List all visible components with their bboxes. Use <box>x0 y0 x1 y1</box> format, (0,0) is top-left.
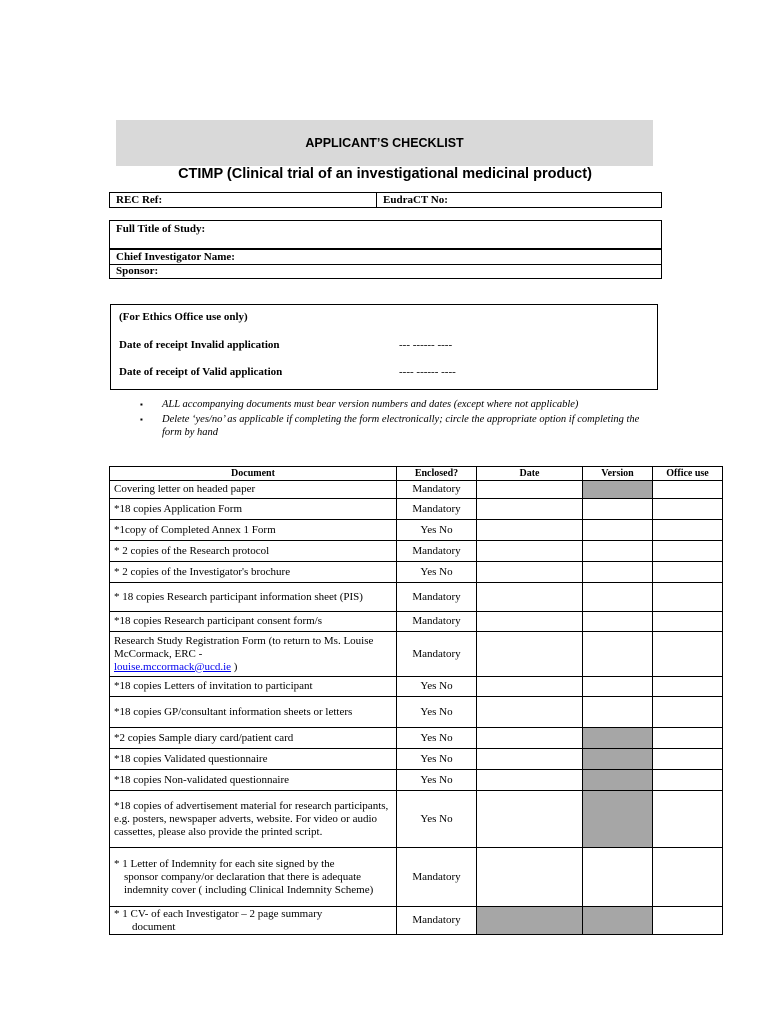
office-use-cell <box>653 481 723 499</box>
enclosed-cell[interactable]: Yes No <box>397 677 477 697</box>
document-cell <box>110 907 397 935</box>
date-cell[interactable] <box>477 520 583 541</box>
document-cell: *18 copies Research participant consent form/s <box>110 612 397 632</box>
office-use-cell <box>653 520 723 541</box>
office-use-cell <box>653 697 723 728</box>
enclosed-cell[interactable]: Yes No <box>397 791 477 848</box>
version-cell <box>583 907 653 935</box>
date-cell[interactable] <box>477 791 583 848</box>
document-cell: Covering letter on headed paper <box>110 481 397 499</box>
version-cell[interactable] <box>583 632 653 677</box>
instruction-bullets <box>140 398 640 441</box>
instruction-text: ALL accompanying documents must bear version numbers and dates (except where not applicable) <box>162 399 579 410</box>
table-row <box>110 848 723 907</box>
version-cell[interactable] <box>583 848 653 907</box>
document-cell: *18 copies Non-validated questionnaire <box>110 770 397 791</box>
document-text-tail: ) <box>231 660 238 673</box>
office-use-cell <box>653 541 723 562</box>
office-use-cell <box>653 562 723 583</box>
table-row <box>110 728 723 749</box>
office-use-cell <box>653 499 723 520</box>
erc-email-link[interactable]: louise.mccormack@ucd.ie <box>114 660 232 673</box>
invalid-receipt-label: Date of receipt Invalid application <box>119 339 280 351</box>
rec-ref-label: REC Ref: <box>116 194 163 206</box>
version-cell[interactable] <box>583 697 653 728</box>
office-use-cell <box>653 728 723 749</box>
enclosed-cell[interactable]: Mandatory <box>397 499 477 520</box>
document-cell <box>110 632 397 677</box>
date-cell[interactable] <box>477 612 583 632</box>
sponsor-label: Sponsor: <box>116 265 159 277</box>
document-text: Research Study Registration Form (to return to Ms. Louise McCormack, ERC - <box>114 634 374 660</box>
date-cell[interactable] <box>477 728 583 749</box>
document-cell: *18 copies Application Form <box>110 499 397 520</box>
enclosed-cell[interactable]: Mandatory <box>397 848 477 907</box>
document-text: * 1 CV- of each Investigator – 2 page summary <box>114 907 323 920</box>
document-cell: *2 copies Sample diary card/patient card <box>110 728 397 749</box>
date-cell[interactable] <box>477 697 583 728</box>
office-use-cell <box>653 848 723 907</box>
table-row <box>110 791 723 848</box>
enclosed-cell[interactable]: Mandatory <box>397 541 477 562</box>
document-cell: * 18 copies Research participant information sheet (PIS) <box>110 583 397 612</box>
sponsor-box <box>109 264 662 279</box>
table-row <box>110 612 723 632</box>
enclosed-cell[interactable]: Yes No <box>397 520 477 541</box>
date-cell[interactable] <box>477 848 583 907</box>
header-date: Date <box>477 467 583 481</box>
checklist-title: APPLICANT’S CHECKLIST <box>305 136 464 150</box>
header-office-use: Office use <box>653 467 723 481</box>
document-cell: * 2 copies of the Research protocol <box>110 541 397 562</box>
table-row <box>110 770 723 791</box>
office-use-cell <box>653 907 723 935</box>
bullet-square-icon: ▪ <box>140 414 143 424</box>
table-row <box>110 481 723 499</box>
valid-receipt-value: ---- ------ ---- <box>399 366 456 378</box>
date-cell[interactable] <box>477 583 583 612</box>
table-row <box>110 907 723 935</box>
table-row <box>110 632 723 677</box>
version-cell <box>583 749 653 770</box>
office-use-cell <box>653 632 723 677</box>
table-row <box>110 749 723 770</box>
instruction-bullet <box>140 398 640 412</box>
chief-investigator-box <box>109 249 662 265</box>
office-use-cell <box>653 770 723 791</box>
table-row <box>110 520 723 541</box>
version-cell[interactable] <box>583 583 653 612</box>
document-cell <box>110 848 397 907</box>
document-cell: *18 copies Validated questionnaire <box>110 749 397 770</box>
bullet-square-icon: ▪ <box>140 400 143 409</box>
checklist-subtitle: CTIMP (Clinical trial of an investigational medicinal product) <box>178 166 592 182</box>
version-cell[interactable] <box>583 520 653 541</box>
header-enclosed: Enclosed? <box>397 467 477 481</box>
full-title-label: Full Title of Study: <box>116 223 206 235</box>
date-cell[interactable] <box>477 499 583 520</box>
date-cell <box>477 907 583 935</box>
office-use-cell <box>653 677 723 697</box>
checklist-title-banner <box>116 120 653 166</box>
office-use-cell <box>653 791 723 848</box>
chief-investigator-label: Chief Investigator Name: <box>116 251 235 263</box>
valid-receipt-label: Date of receipt of Valid application <box>119 366 283 378</box>
date-cell[interactable] <box>477 541 583 562</box>
enclosed-cell[interactable]: Mandatory <box>397 632 477 677</box>
document-cell: *18 copies GP/consultant information sheets or letters <box>110 697 397 728</box>
version-cell <box>583 728 653 749</box>
enclosed-cell[interactable]: Yes No <box>397 562 477 583</box>
eudract-label: EudraCT No: <box>383 194 448 206</box>
instruction-bullet <box>140 413 640 440</box>
table-row <box>110 499 723 520</box>
date-cell[interactable] <box>477 770 583 791</box>
office-use-cell <box>653 583 723 612</box>
header-version: Version <box>583 467 653 481</box>
checklist-table <box>109 466 723 935</box>
document-cell: *1copy of Completed Annex 1 Form <box>110 520 397 541</box>
rec-ref-divider <box>376 193 377 207</box>
version-cell[interactable] <box>583 612 653 632</box>
enclosed-cell[interactable]: Mandatory <box>397 583 477 612</box>
table-row <box>110 583 723 612</box>
table-header-row <box>110 467 723 481</box>
date-cell[interactable] <box>477 677 583 697</box>
date-cell[interactable] <box>477 562 583 583</box>
version-cell <box>583 791 653 848</box>
enclosed-cell[interactable]: Yes No <box>397 749 477 770</box>
version-cell[interactable] <box>583 499 653 520</box>
document-text: * 1 Letter of Indemnity for each site signed by the <box>114 857 335 870</box>
ethics-office-box <box>110 304 658 390</box>
table-row <box>110 562 723 583</box>
date-cell[interactable] <box>477 632 583 677</box>
version-cell[interactable] <box>583 677 653 697</box>
document-cell: *18 copies Letters of invitation to participant <box>110 677 397 697</box>
invalid-receipt-value: --- ------ ---- <box>399 339 453 351</box>
header-document: Document <box>110 467 397 481</box>
version-cell[interactable] <box>583 541 653 562</box>
enclosed-cell[interactable]: Yes No <box>397 728 477 749</box>
date-cell[interactable] <box>477 749 583 770</box>
document-text-continued: sponsor company/or declaration that there is adequate indemnity cover ( including Clinical Indemnity Scheme) <box>124 870 374 896</box>
table-row <box>110 697 723 728</box>
instruction-text: Delete ‘yes/no’ as applicable if completing the form electronically; circle the appropriate option if completing the form by hand <box>162 413 640 438</box>
enclosed-cell[interactable]: Mandatory <box>397 612 477 632</box>
version-cell <box>583 481 653 499</box>
enclosed-cell[interactable]: Mandatory <box>397 907 477 935</box>
office-use-cell <box>653 749 723 770</box>
table-row <box>110 541 723 562</box>
rec-ref-row <box>109 192 662 208</box>
enclosed-cell[interactable]: Yes No <box>397 770 477 791</box>
office-use-cell <box>653 612 723 632</box>
document-cell: * 2 copies of the Investigator's brochure <box>110 562 397 583</box>
document-text-continued: document <box>132 920 176 933</box>
ethics-heading: (For Ethics Office use only) <box>119 311 248 323</box>
document-cell: *18 copies of advertisement material for research participants, e.g. posters, newspaper adverts, website. For video or audio cassettes, please also provide the printed script. <box>110 791 397 848</box>
table-row <box>110 677 723 697</box>
version-cell <box>583 770 653 791</box>
date-cell[interactable] <box>477 481 583 499</box>
full-title-box <box>109 220 662 249</box>
enclosed-cell[interactable]: Yes No <box>397 697 477 728</box>
enclosed-cell[interactable]: Mandatory <box>397 481 477 499</box>
version-cell[interactable] <box>583 562 653 583</box>
